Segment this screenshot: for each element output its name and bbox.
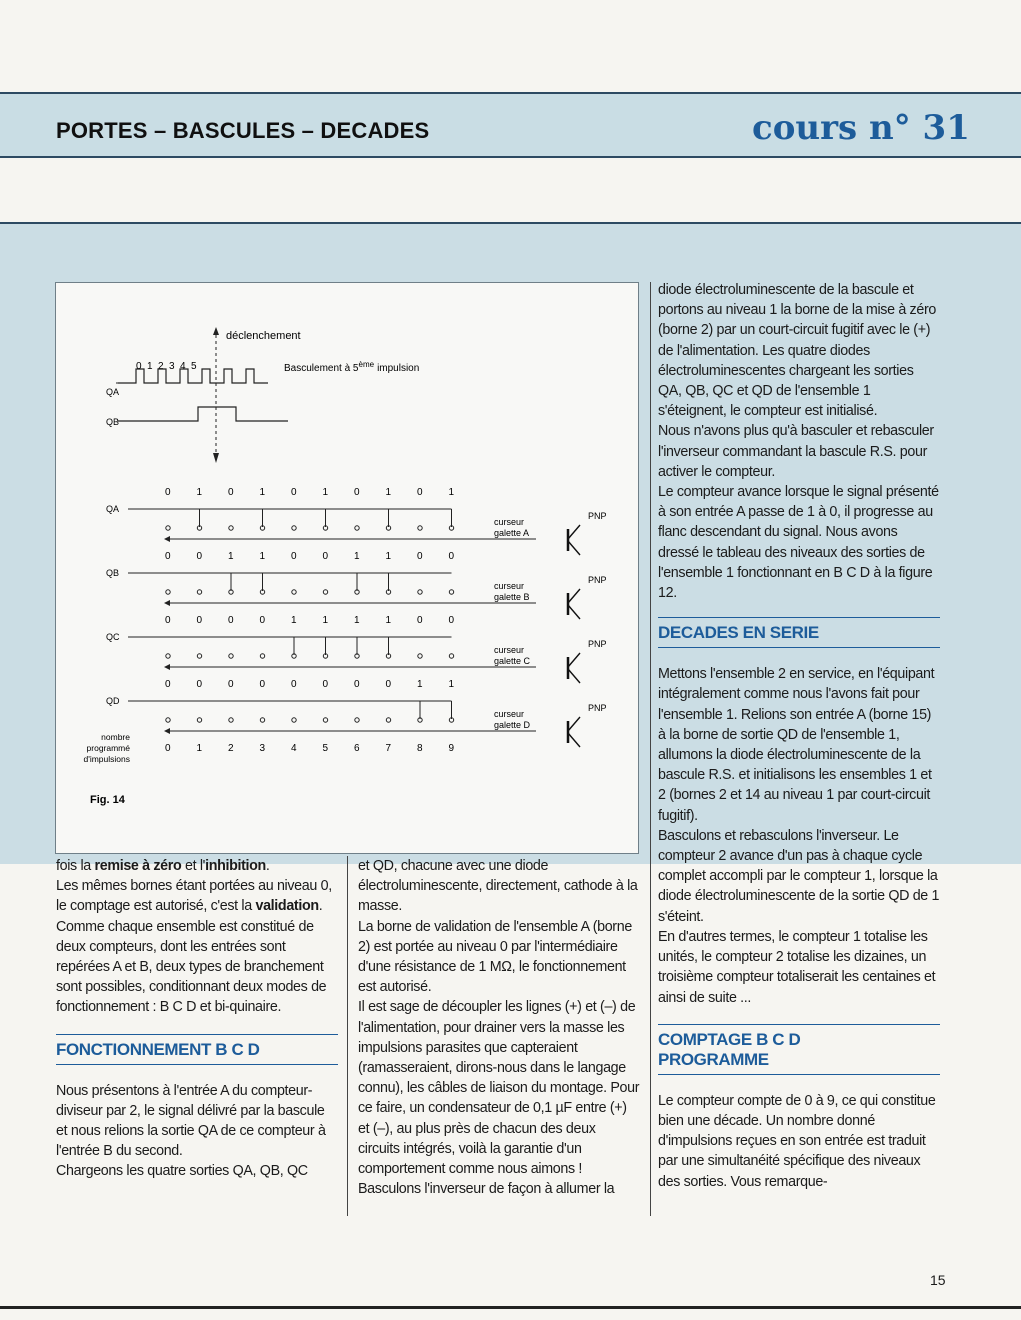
transistor-collector: [568, 589, 580, 603]
col2-para-4: Basculons l'inverseur de façon à allumer la: [358, 1181, 615, 1198]
level-value: 1: [196, 487, 203, 498]
cursor-label: curseur: [494, 709, 525, 719]
cursor-arrow: [164, 664, 170, 670]
level-value: 1: [354, 615, 360, 626]
switch-label: Basculement à 5ème impulsion: [284, 360, 420, 374]
contact-dot: [260, 718, 264, 722]
program-value: 4: [291, 743, 297, 754]
pnp-label: PNP: [588, 511, 607, 521]
heading-comptage-bcd: COMPTAGE B C D PROGRAMME: [658, 1024, 940, 1075]
transistor-emitter: [568, 733, 580, 747]
program-value: 6: [354, 743, 360, 754]
figure-caption: Fig. 14: [90, 794, 125, 806]
column-divider-2: [650, 282, 651, 1216]
contact-dot: [229, 654, 233, 658]
level-value: 0: [417, 551, 423, 562]
level-value: 1: [417, 679, 423, 690]
level-value: 1: [322, 615, 329, 626]
count-label: 4: [180, 361, 186, 372]
contact-dot: [418, 654, 422, 658]
level-value: 0: [448, 551, 455, 562]
count-label: 3: [169, 361, 175, 372]
heading-fonctionnement: FONCTIONNEMENT B C D: [56, 1034, 338, 1065]
program-label: d'impulsions: [83, 754, 130, 764]
cursor-label: galette A: [494, 528, 530, 538]
wave-label: QA: [106, 387, 120, 397]
column-2: [358, 856, 640, 1199]
level-value: 0: [448, 615, 455, 626]
program-label: programmé: [86, 743, 130, 753]
row-qb: [106, 551, 607, 619]
level-value: 1: [259, 487, 266, 498]
column-3: [658, 280, 940, 1192]
col3-para-6: En d'autres termes, le compteur 1 totalise les unités, le compteur 2 totalise les dizaines, un troisième compteur totaliserait les centaines et ainsi de suite ...: [658, 928, 936, 1006]
level-value: 0: [385, 679, 392, 690]
level-value: 0: [196, 679, 203, 690]
level-value: 0: [196, 551, 203, 562]
cursor-label: galette D: [494, 720, 531, 730]
cursor-label: curseur: [494, 581, 525, 591]
level-value: 1: [385, 615, 392, 626]
col2-para-2: La borne de validation de l'ensemble A (borne 2) est portée au niveau 0 par l'intermédiaire d'une résistance de 1 MΩ, le fonctionnement est autorisé.: [358, 918, 632, 996]
contact-dot: [292, 590, 296, 594]
level-value: 0: [165, 487, 171, 498]
level-value: 0: [259, 615, 266, 626]
contact-dot: [386, 718, 390, 722]
course-number: cours n° 31: [752, 108, 970, 148]
contact-dot: [355, 526, 359, 530]
program-value: 1: [196, 743, 203, 754]
cursor-label: curseur: [494, 645, 525, 655]
col1-para-5: Chargeons les quatre sorties QA, QB, QC: [56, 1163, 308, 1180]
contact-dot: [166, 654, 170, 658]
col3-para-1: diode électroluminescente de la bascule et portons au niveau 1 la borne de la mise à zéro (borne 2) par un court-circuit fugitif avec le (+) de l'alimentation. Les quatre diodes électroluminescentes chargeant les sorties QA, QB, QC et QD de l'ensemble 1 s'éteignent, le compteur est initialisé.: [658, 282, 936, 420]
cursor-arrow: [164, 536, 170, 542]
level-value: 0: [322, 551, 329, 562]
count-label: 1: [147, 361, 153, 372]
level-value: 0: [291, 487, 297, 498]
row-qc: [106, 615, 607, 683]
level-value: 0: [354, 487, 360, 498]
cursor-label: curseur: [494, 517, 525, 527]
output-rows: [106, 487, 607, 747]
col2-para-3: Il est sage de découpler les lignes (+) et (–) de l'alimentation, pour drainer vers la masse les impulsions parasites que capteraient (ramasseraient, dirons-nous dans le langage connu), les câbles de liaison du montage. Pour ce faire, un condensateur de 0,1 µF entre (+) et (–), au plus près de chacun des deux circuits intégrés, voilà la garantie d'un comportement comme nous aimons !: [358, 999, 640, 1178]
page-number: 15: [930, 1272, 946, 1288]
heading-decades-en-serie: DECADES EN SERIE: [658, 617, 940, 648]
contact-dot: [166, 590, 170, 594]
col1-para-1: fois la remise à zéro et l'inhibition.: [56, 858, 270, 874]
transistor-collector: [568, 653, 580, 667]
top-counts: [106, 361, 197, 427]
level-value: 0: [322, 679, 329, 690]
level-value: 1: [259, 551, 266, 562]
level-value: 0: [354, 679, 360, 690]
row-qa: [106, 487, 607, 555]
timing-diagram: [56, 283, 638, 853]
contact-dot: [292, 526, 296, 530]
transistor-emitter: [568, 541, 580, 555]
level-value: 0: [228, 615, 234, 626]
contact-dot: [229, 526, 233, 530]
page-title: PORTES – BASCULES – DECADES: [56, 118, 430, 143]
figure-14: [55, 282, 639, 854]
col1-para-3: Comme chaque ensemble est constitué de deux compteurs, dont les entrées sont repérées A et B, deux types de branchement sont possibles, conditionnant deux modes de fonctionnement : B C D et bi-quinaire.: [56, 918, 327, 1016]
contact-dot: [418, 526, 422, 530]
level-value: 0: [165, 615, 171, 626]
level-value: 0: [291, 551, 297, 562]
contact-dot: [166, 718, 170, 722]
program-value: 8: [417, 743, 423, 754]
cursor-arrow: [164, 600, 170, 606]
cursor-label: galette C: [494, 656, 531, 666]
level-value: 0: [417, 615, 423, 626]
col2-para-1: et QD, chacune avec une diode électroluminescente, directement, cathode à la masse.: [358, 858, 638, 915]
column-1: [56, 856, 338, 1182]
transistor-collector: [568, 717, 580, 731]
trigger-label: déclenchement: [226, 330, 301, 342]
contact-dot: [260, 654, 264, 658]
level-value: 0: [417, 487, 423, 498]
program-value: 3: [259, 743, 266, 754]
contact-dot: [197, 718, 201, 722]
row-label: QC: [106, 632, 120, 642]
transistor-emitter: [568, 605, 580, 619]
bottom-rule: [0, 1306, 1021, 1309]
program-label: nombre: [101, 732, 130, 742]
pnp-label: PNP: [588, 575, 607, 585]
col3-para-7: Le compteur compte de 0 à 9, ce qui constitue bien une décade. Un nombre donné d'impulsions reçues en son entrée est traduit par une simultanéité spécifique des niveaux des sorties. Vous remarque-: [658, 1092, 936, 1190]
contact-dot: [449, 654, 453, 658]
col1-para-4: Nous présentons à l'entrée A du compteur-diviseur par 2, le signal délivré par la bascule et nous relions la sortie QA de ce compteur à l'entrée B du second.: [56, 1082, 326, 1160]
level-value: 0: [228, 487, 234, 498]
level-value: 1: [385, 551, 392, 562]
contact-dot: [323, 718, 327, 722]
level-value: 0: [259, 679, 266, 690]
row-label: QB: [106, 568, 120, 578]
transistor-emitter: [568, 669, 580, 683]
top-waveforms: [118, 327, 419, 463]
program-value: 9: [448, 743, 455, 754]
row-label: QA: [106, 504, 120, 514]
wave-label: QB: [106, 417, 120, 427]
count-label: 2: [158, 361, 164, 372]
count-label: 0: [136, 361, 142, 372]
pnp-label: PNP: [588, 703, 607, 713]
level-value: 0: [291, 679, 297, 690]
level-value: 1: [228, 551, 234, 562]
contact-dot: [418, 590, 422, 594]
level-value: 0: [165, 679, 171, 690]
column-divider-1: [347, 856, 348, 1216]
contact-dot: [292, 718, 296, 722]
pnp-label: PNP: [588, 639, 607, 649]
contact-dot: [229, 718, 233, 722]
program-value: 5: [322, 743, 329, 754]
level-value: 1: [354, 551, 360, 562]
contact-dot: [449, 590, 453, 594]
program-row: [83, 732, 454, 764]
level-value: 1: [322, 487, 329, 498]
level-value: 1: [448, 487, 455, 498]
level-value: 1: [448, 679, 455, 690]
contact-dot: [166, 526, 170, 530]
row-label: QD: [106, 696, 120, 706]
level-value: 1: [385, 487, 392, 498]
program-value: 7: [385, 743, 392, 754]
transistor-collector: [568, 525, 580, 539]
col3-para-3: Le compteur avance lorsque le signal présenté à son entrée A passe de 1 à 0, il progresse au flanc descendant du signal. Nous avons dressé le tableau des niveaux des sorties de l'ensemble 1 fonctionnant en B C D à la figure 12.: [658, 484, 939, 602]
row-qd: [106, 679, 607, 747]
cursor-label: galette B: [494, 592, 530, 602]
level-value: 1: [291, 615, 297, 626]
contact-dot: [197, 654, 201, 658]
col1-para-2: Les mêmes bornes étant portées au niveau 0, le comptage est autorisé, c'est la validation.: [56, 878, 332, 915]
program-value: 2: [228, 743, 234, 754]
count-label: 5: [191, 361, 197, 372]
col3-para-4: Mettons l'ensemble 2 en service, en l'équipant intégralement comme nous l'avons fait pour l'ensemble 1. Relions son entrée A (borne 15) à la borne de sortie QD de l'ensemble 1, allumons la diode électroluminescente de la bascule R.S. et initialisons les ensembles 1 et 2 (bornes 2 et 14 au niveau 1 par court-circuit fugitif).: [658, 666, 935, 824]
contact-dot: [323, 590, 327, 594]
col3-para-5: Basculons et rebasculons l'inverseur. Le compteur 2 avance d'un pas à chaque cycle complet accompli par le compteur 1, lorsque la diode électroluminescente de la sortie QD de 1 s'éteint.: [658, 827, 940, 925]
contact-dot: [197, 590, 201, 594]
cursor-arrow: [164, 728, 170, 734]
contact-dot: [355, 718, 359, 722]
level-value: 0: [165, 551, 171, 562]
col3-para-2: Nous n'avons plus qu'à basculer et rebasculer l'inverseur commandant la bascule R.S. pour activer le compteur.: [658, 423, 934, 480]
level-value: 0: [196, 615, 203, 626]
program-value: 0: [165, 743, 171, 754]
level-value: 0: [228, 679, 234, 690]
